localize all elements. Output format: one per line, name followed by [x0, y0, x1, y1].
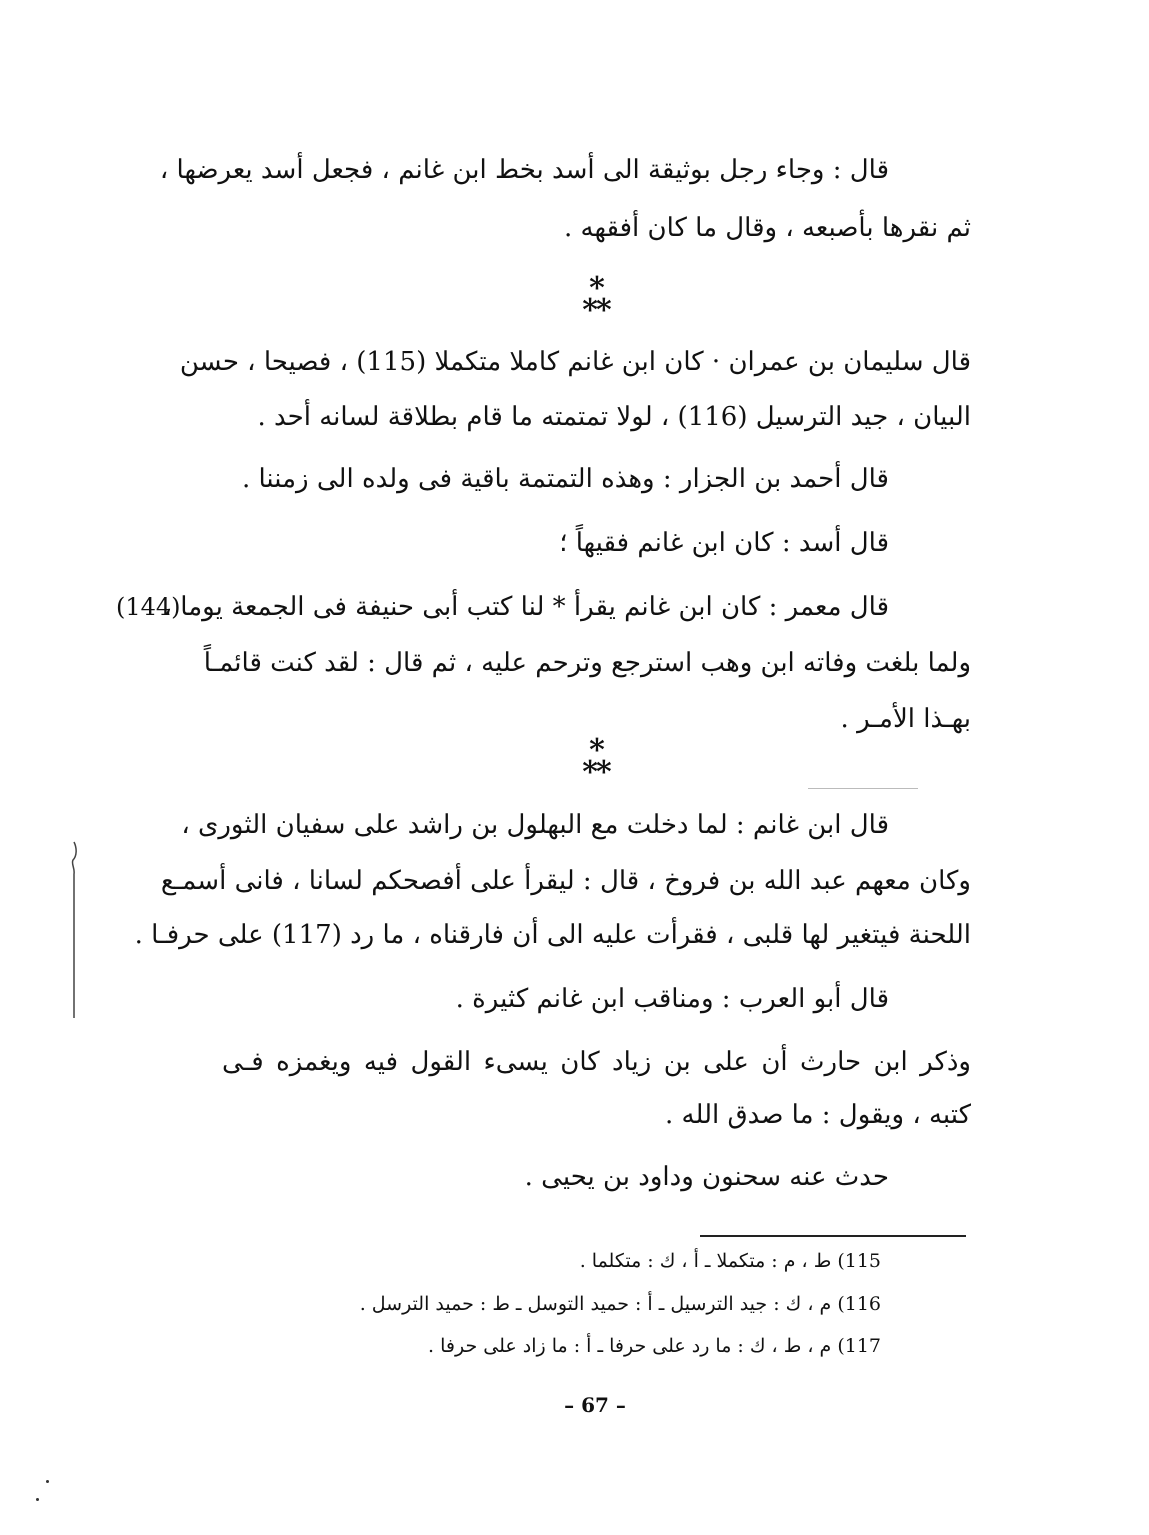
text-line: وذكر ابن حارث أن على بن زياد كان يسىء القول فيه ويغمزه فـى [222, 1047, 971, 1077]
text-line: كتبه ، ويقول : ما صدق الله . [665, 1100, 971, 1130]
section-separator: * ** [582, 271, 610, 328]
footnote: 115) ط ، م : متكملا ـ أ ، ك : متكلما . [579, 1250, 881, 1272]
section-separator: * ** [582, 733, 610, 790]
text-line: قال معمر : كان ابن غانم يقرأ * لنا كتب أبى حنيفة فى الجمعة يوما ، [163, 592, 889, 622]
scan-speck [36, 1498, 39, 1501]
footnote: 117) م ، ط ، ك : ما رد على حرفا ـ أ : ما زاد على حرفا . [428, 1335, 881, 1357]
text-line: وكان معهم عبد الله بن فروخ ، قال : ليقرأ على أفصحكم لسانا ، فانى أسمـع [160, 866, 971, 896]
page-number: – 67 – [564, 1393, 626, 1417]
margin-page-reference: (144) [116, 593, 181, 621]
text-line: بهـذا الأمـر . [840, 704, 971, 734]
text-line: قال أبو العرب : ومناقب ابن غانم كثيرة . [455, 984, 889, 1014]
faint-mark [808, 788, 918, 789]
scan-speck [46, 1480, 49, 1483]
text-line: حدث عنه سحنون وداود بن يحيى . [524, 1162, 889, 1192]
text-line: ثم نقرها بأصبعه ، وقال ما كان أفقهه . [563, 213, 971, 243]
text-line: قال : وجاء رجل بوثيقة الى أسد بخط ابن غانم ، فجعل أسد يعرضها ، [159, 155, 889, 185]
scan-edge-mark [70, 838, 78, 1018]
text-line: قال سليمان بن عمران · كان ابن غانم كاملا متكملا (115) ، فصيحا ، حسن [179, 347, 971, 377]
text-line: ولما بلغت وفاته ابن وهب استرجع وترحم عليه ، ثم قال : لقد كنت قائمـاً [203, 648, 971, 678]
text-line: اللحنة فيتغير لها قلبى ، فقرأت عليه الى أن فارقناه ، ما رد (117) على حرفـا . [134, 920, 971, 950]
text-line: البيان ، جيد الترسيل (116) ، لولا تمتمته ما قام بطلاقة لسانه أحد . [257, 402, 971, 432]
text-line: قال ابن غانم : لما دخلت مع البهلول بن راشد على سفيان الثورى ، [181, 810, 889, 840]
text-line: قال أسد : كان ابن غانم فقيهاً ؛ [559, 528, 889, 558]
footnote-rule [700, 1235, 966, 1237]
footnote: 116) م ، ك : جيد الترسيل ـ أ : حميد التوسل ـ ط : حميد الترسل . [359, 1293, 881, 1315]
text-line: قال أحمد بن الجزار : وهذه التمتمة باقية فى ولده الى زمننا . [241, 464, 889, 494]
